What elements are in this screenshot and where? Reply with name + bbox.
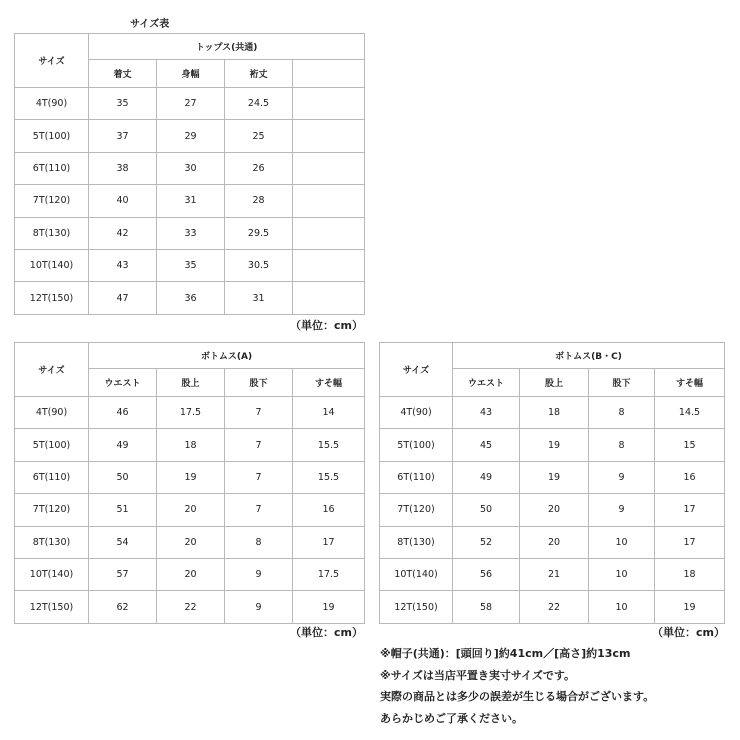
value-cell: 50 bbox=[453, 494, 520, 526]
value-cell: 45 bbox=[453, 429, 520, 461]
value-cell: 18 bbox=[520, 397, 589, 429]
value-cell: 19 bbox=[655, 591, 725, 623]
value-cell: 49 bbox=[453, 461, 520, 493]
table-row bbox=[380, 397, 725, 429]
value-cell: 17.5 bbox=[293, 558, 365, 590]
value-cell: 17 bbox=[655, 526, 725, 558]
table-row bbox=[15, 591, 365, 623]
value-cell: 57 bbox=[89, 558, 157, 590]
bottoms-bc-group-header: ボトムス(B・C) bbox=[453, 343, 725, 369]
value-cell: 36 bbox=[157, 282, 225, 314]
value-cell: 46 bbox=[89, 397, 157, 429]
table-row bbox=[15, 558, 365, 590]
size-cell: 4T(90) bbox=[380, 397, 453, 429]
value-cell: 50 bbox=[89, 461, 157, 493]
value-cell: 25 bbox=[225, 120, 293, 152]
value-cell: 9 bbox=[589, 461, 655, 493]
size-notes bbox=[380, 643, 654, 729]
value-cell: 14.5 bbox=[655, 397, 725, 429]
size-cell: 10T(140) bbox=[380, 558, 453, 590]
value-cell: 7 bbox=[225, 429, 293, 461]
value-cell: 62 bbox=[89, 591, 157, 623]
column-header bbox=[293, 60, 365, 88]
value-cell: 38 bbox=[89, 152, 157, 184]
table-row bbox=[380, 429, 725, 461]
value-cell: 19 bbox=[157, 461, 225, 493]
size-cell: 12T(150) bbox=[380, 591, 453, 623]
table-row bbox=[15, 397, 365, 429]
value-cell: 17.5 bbox=[157, 397, 225, 429]
value-cell: 20 bbox=[157, 494, 225, 526]
value-cell: 51 bbox=[89, 494, 157, 526]
value-cell: 9 bbox=[589, 494, 655, 526]
value-cell: 49 bbox=[89, 429, 157, 461]
note-line: あらかじめご了承ください。 bbox=[380, 711, 523, 725]
value-cell: 28 bbox=[225, 185, 293, 217]
size-cell: 6T(110) bbox=[15, 461, 89, 493]
value-cell: 8 bbox=[589, 397, 655, 429]
value-cell: 35 bbox=[89, 88, 157, 120]
value-cell: 15 bbox=[655, 429, 725, 461]
table-row bbox=[380, 558, 725, 590]
value-cell: 35 bbox=[157, 249, 225, 281]
size-cell: 6T(110) bbox=[15, 152, 89, 184]
value-cell: 30 bbox=[157, 152, 225, 184]
value-cell: 17 bbox=[293, 526, 365, 558]
size-cell: 10T(140) bbox=[15, 249, 89, 281]
bottoms-bc-size-table bbox=[379, 342, 725, 624]
value-cell: 18 bbox=[157, 429, 225, 461]
bottoms-a-size-table bbox=[14, 342, 365, 624]
table-row bbox=[15, 217, 365, 249]
value-cell: 19 bbox=[520, 429, 589, 461]
column-header: ウエスト bbox=[89, 369, 157, 397]
column-header: 股上 bbox=[157, 369, 225, 397]
value-cell: 16 bbox=[293, 494, 365, 526]
value-cell: 42 bbox=[89, 217, 157, 249]
value-cell: 7 bbox=[225, 461, 293, 493]
value-cell: 43 bbox=[453, 397, 520, 429]
value-cell: 10 bbox=[589, 591, 655, 623]
value-cell: 10 bbox=[589, 558, 655, 590]
value-cell: 9 bbox=[225, 558, 293, 590]
note-line: 実際の商品とは多少の誤差が生じる場合がございます。 bbox=[380, 690, 655, 703]
value-cell: 22 bbox=[157, 591, 225, 623]
value-cell: 7 bbox=[225, 397, 293, 429]
value-cell bbox=[293, 120, 365, 152]
table-row bbox=[15, 185, 365, 217]
value-cell bbox=[293, 185, 365, 217]
value-cell: 7 bbox=[225, 494, 293, 526]
column-header: 股下 bbox=[589, 369, 655, 397]
unit-label: （単位：cm） bbox=[290, 626, 363, 639]
column-header: 股上 bbox=[520, 369, 589, 397]
tops-group-header: トップス(共通) bbox=[89, 34, 365, 60]
value-cell: 58 bbox=[453, 591, 520, 623]
size-cell: 5T(100) bbox=[15, 429, 89, 461]
value-cell: 18 bbox=[655, 558, 725, 590]
value-cell: 20 bbox=[157, 558, 225, 590]
value-cell: 27 bbox=[157, 88, 225, 120]
value-cell: 19 bbox=[293, 591, 365, 623]
value-cell: 20 bbox=[520, 494, 589, 526]
column-header: 股下 bbox=[225, 369, 293, 397]
table-row bbox=[380, 494, 725, 526]
value-cell: 21 bbox=[520, 558, 589, 590]
table-row bbox=[15, 152, 365, 184]
table-row bbox=[15, 461, 365, 493]
value-cell: 14 bbox=[293, 397, 365, 429]
table-row bbox=[15, 120, 365, 152]
size-cell: 4T(90) bbox=[15, 88, 89, 120]
value-cell: 19 bbox=[520, 461, 589, 493]
page-title: サイズ表 bbox=[130, 19, 170, 30]
value-cell: 52 bbox=[453, 526, 520, 558]
value-cell: 15.5 bbox=[293, 461, 365, 493]
value-cell: 30.5 bbox=[225, 249, 293, 281]
column-header: 裄丈 bbox=[225, 60, 293, 88]
size-cell: 12T(150) bbox=[15, 591, 89, 623]
column-header: ウエスト bbox=[453, 369, 520, 397]
size-cell: 8T(130) bbox=[15, 526, 89, 558]
unit-label: （単位：cm） bbox=[290, 319, 363, 332]
unit-label: （単位：cm） bbox=[652, 626, 725, 639]
value-cell bbox=[293, 152, 365, 184]
value-cell: 8 bbox=[225, 526, 293, 558]
note-line: ※帽子(共通)：[頭回り]約41cm／[高さ]約13cm bbox=[380, 647, 631, 660]
table-row bbox=[15, 494, 365, 526]
size-cell: 5T(100) bbox=[15, 120, 89, 152]
note-line: ※サイズは当店平置き実寸サイズです。 bbox=[380, 668, 576, 682]
value-cell: 10 bbox=[589, 526, 655, 558]
value-cell: 29 bbox=[157, 120, 225, 152]
value-cell: 24.5 bbox=[225, 88, 293, 120]
value-cell: 33 bbox=[157, 217, 225, 249]
value-cell: 16 bbox=[655, 461, 725, 493]
column-header: すそ幅 bbox=[293, 369, 365, 397]
size-cell: 8T(130) bbox=[380, 526, 453, 558]
value-cell: 8 bbox=[589, 429, 655, 461]
table-row bbox=[15, 249, 365, 281]
size-cell: 12T(150) bbox=[15, 282, 89, 314]
column-header: 身幅 bbox=[157, 60, 225, 88]
value-cell: 31 bbox=[225, 282, 293, 314]
table-row bbox=[380, 526, 725, 558]
value-cell bbox=[293, 249, 365, 281]
table-row bbox=[15, 88, 365, 120]
value-cell: 20 bbox=[520, 526, 589, 558]
size-cell: 7T(120) bbox=[15, 494, 89, 526]
value-cell: 17 bbox=[655, 494, 725, 526]
value-cell: 22 bbox=[520, 591, 589, 623]
size-cell: 4T(90) bbox=[15, 397, 89, 429]
size-cell: 8T(130) bbox=[15, 217, 89, 249]
value-cell: 31 bbox=[157, 185, 225, 217]
value-cell bbox=[293, 217, 365, 249]
value-cell: 9 bbox=[225, 591, 293, 623]
table-row bbox=[15, 526, 365, 558]
value-cell bbox=[293, 282, 365, 314]
value-cell: 40 bbox=[89, 185, 157, 217]
tops-size-table bbox=[14, 33, 365, 315]
table-row bbox=[15, 282, 365, 314]
value-cell: 43 bbox=[89, 249, 157, 281]
column-header: 着丈 bbox=[89, 60, 157, 88]
column-header: すそ幅 bbox=[655, 369, 725, 397]
value-cell: 47 bbox=[89, 282, 157, 314]
value-cell: 29.5 bbox=[225, 217, 293, 249]
value-cell bbox=[293, 88, 365, 120]
value-cell: 54 bbox=[89, 526, 157, 558]
size-header: サイズ bbox=[15, 34, 89, 88]
size-cell: 10T(140) bbox=[15, 558, 89, 590]
size-cell: 7T(120) bbox=[380, 494, 453, 526]
value-cell: 56 bbox=[453, 558, 520, 590]
table-row bbox=[380, 461, 725, 493]
size-cell: 6T(110) bbox=[380, 461, 453, 493]
table-row bbox=[380, 591, 725, 623]
value-cell: 37 bbox=[89, 120, 157, 152]
table-row bbox=[15, 429, 365, 461]
value-cell: 20 bbox=[157, 526, 225, 558]
value-cell: 26 bbox=[225, 152, 293, 184]
size-header: サイズ bbox=[15, 343, 89, 397]
size-cell: 5T(100) bbox=[380, 429, 453, 461]
bottoms-a-group-header: ボトムス(A) bbox=[89, 343, 365, 369]
value-cell: 15.5 bbox=[293, 429, 365, 461]
size-header: サイズ bbox=[380, 343, 453, 397]
size-cell: 7T(120) bbox=[15, 185, 89, 217]
